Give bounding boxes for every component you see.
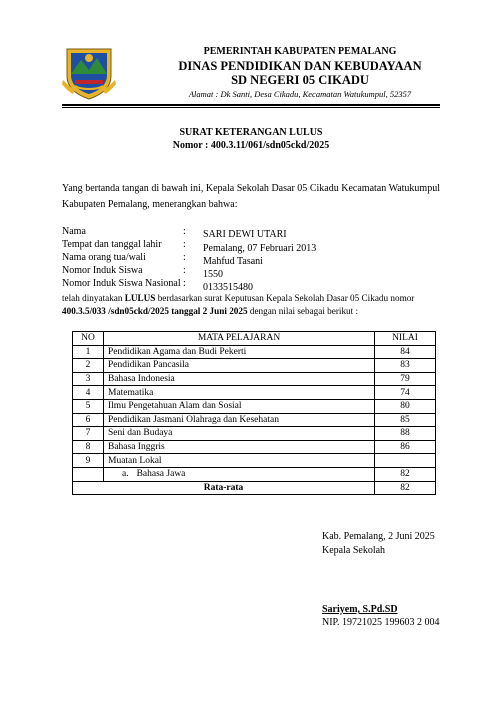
row-subject: Seni dan Budaya [104, 427, 375, 441]
row-no: 9 [73, 454, 104, 468]
row-score: 86 [375, 440, 436, 454]
row-score: 80 [375, 399, 436, 413]
school-address: Alamat : Dk Santi, Desa Cikadu, Kecamatan Watukumpul, 52357 [188, 89, 412, 99]
field-value-name: SARI DEWI UTARI [203, 229, 287, 240]
row-no: 2 [73, 359, 104, 373]
field-label-parent: Nama orang tua/wali [62, 252, 146, 263]
row-no: 5 [73, 399, 104, 413]
table-row [73, 399, 436, 413]
field-label-nis: Nomor Induk Siswa [62, 265, 143, 276]
sub-prefix: a. [122, 469, 129, 480]
header-no: NO [73, 332, 104, 346]
field-value-nis: 1550 [203, 269, 223, 280]
header-score: NILAI [375, 332, 436, 346]
field-label-name: Nama [62, 226, 86, 237]
table-row [73, 345, 436, 359]
row-score [375, 454, 436, 468]
signature-name: Sariyem, S.Pd.SD [322, 604, 398, 615]
field-colon: : [183, 265, 186, 276]
row-subject: Bahasa Indonesia [104, 372, 375, 386]
row-subject: Bahasa Inggris [104, 440, 375, 454]
row-no: 1 [73, 345, 104, 359]
row-no-empty [73, 467, 104, 481]
row-subject: Muatan Lokal [104, 454, 375, 468]
statement-text: telah dinyatakan [62, 293, 125, 303]
row-subject-sub [104, 467, 375, 481]
field-value-birth: Pemalang, 07 Februari 2013 [203, 243, 317, 254]
table-header-row [73, 332, 436, 346]
header-divider [62, 104, 440, 106]
row-score: 88 [375, 427, 436, 441]
table-row [73, 372, 436, 386]
row-score: 74 [375, 386, 436, 400]
grades-table [72, 331, 436, 495]
row-no: 8 [73, 440, 104, 454]
table-row [73, 413, 436, 427]
row-score: 83 [375, 359, 436, 373]
agency-name: DINAS PENDIDIKAN DAN KEBUDAYAAN [178, 59, 422, 73]
intro-paragraph: Yang bertanda tangan di bawah ini, Kepala Sekolah Dasar 05 Cikadu Kecamatan Watukumpul Kabupaten Pemalang, menerangkan bahwa: [62, 183, 440, 210]
field-label-birth: Tempat dan tanggal lahir [62, 239, 162, 250]
row-no: 3 [73, 372, 104, 386]
header-divider-thin [62, 107, 440, 108]
table-row [73, 359, 436, 373]
field-value-parent: Mahfud Tasani [203, 256, 263, 267]
table-row-sub [73, 467, 436, 481]
signature-position: Kepala Sekolah [322, 545, 386, 556]
field-colon: : [183, 278, 186, 289]
sub-subject: Bahasa Jawa [136, 469, 186, 480]
lulus-keyword: LULUS [124, 293, 156, 303]
signature-place-date: Kab. Pemalang, 2 Juni 2025 [322, 531, 435, 542]
document-number: Nomor : 400.3.11/061/sdn05ckd/2025 [172, 140, 330, 151]
row-subject: Ilmu Pengetahuan Alam dan Sosial [104, 399, 375, 413]
field-label-nisn: Nomor Induk Siswa Nasional [62, 278, 181, 289]
table-row [73, 427, 436, 441]
row-score: 79 [375, 372, 436, 386]
row-subject: Pendidikan Jasmani Olahraga dan Kesehatan [104, 413, 375, 427]
average-label: Rata-rata [73, 481, 375, 495]
row-score: 85 [375, 413, 436, 427]
field-colon: : [183, 252, 186, 263]
row-subject: Matematika [104, 386, 375, 400]
row-subject: Pendidikan Agama dan Budi Pekerti [104, 345, 375, 359]
row-no: 6 [73, 413, 104, 427]
document-title: SURAT KETERANGAN LULUS [179, 127, 323, 138]
decree-reference: 400.3.5/033 /sdn05ckd/2025 tanggal 2 Juni 2025 [62, 306, 248, 316]
table-average-row [73, 481, 436, 495]
regency-emblem-icon [61, 44, 117, 100]
school-name: SD NEGERI 05 CIKADU [231, 73, 369, 87]
statement-text: berdasarkan surat Keputusan Kepala Sekolah Dasar 05 Cikadu nomor [155, 293, 415, 303]
row-score: 84 [375, 345, 436, 359]
government-name: PEMERINTAH KABUPATEN PEMALANG [203, 46, 397, 57]
header-subject: MATA PELAJARAN [104, 332, 375, 346]
row-subject: Pendidikan Pancasila [104, 359, 375, 373]
statement-text: dengan nilai sebagai berikut : [247, 306, 359, 316]
row-score: 82 [375, 467, 436, 481]
row-no: 7 [73, 427, 104, 441]
table-row [73, 454, 436, 468]
table-row [73, 440, 436, 454]
row-no: 4 [73, 386, 104, 400]
table-row [73, 386, 436, 400]
graduation-statement [62, 292, 446, 318]
signature-nip: NIP. 19721025 199603 2 004 [322, 617, 440, 628]
field-colon: : [183, 226, 186, 237]
field-colon: : [183, 239, 186, 250]
field-value-nisn: 0133515480 [203, 282, 253, 293]
average-score: 82 [375, 481, 436, 495]
